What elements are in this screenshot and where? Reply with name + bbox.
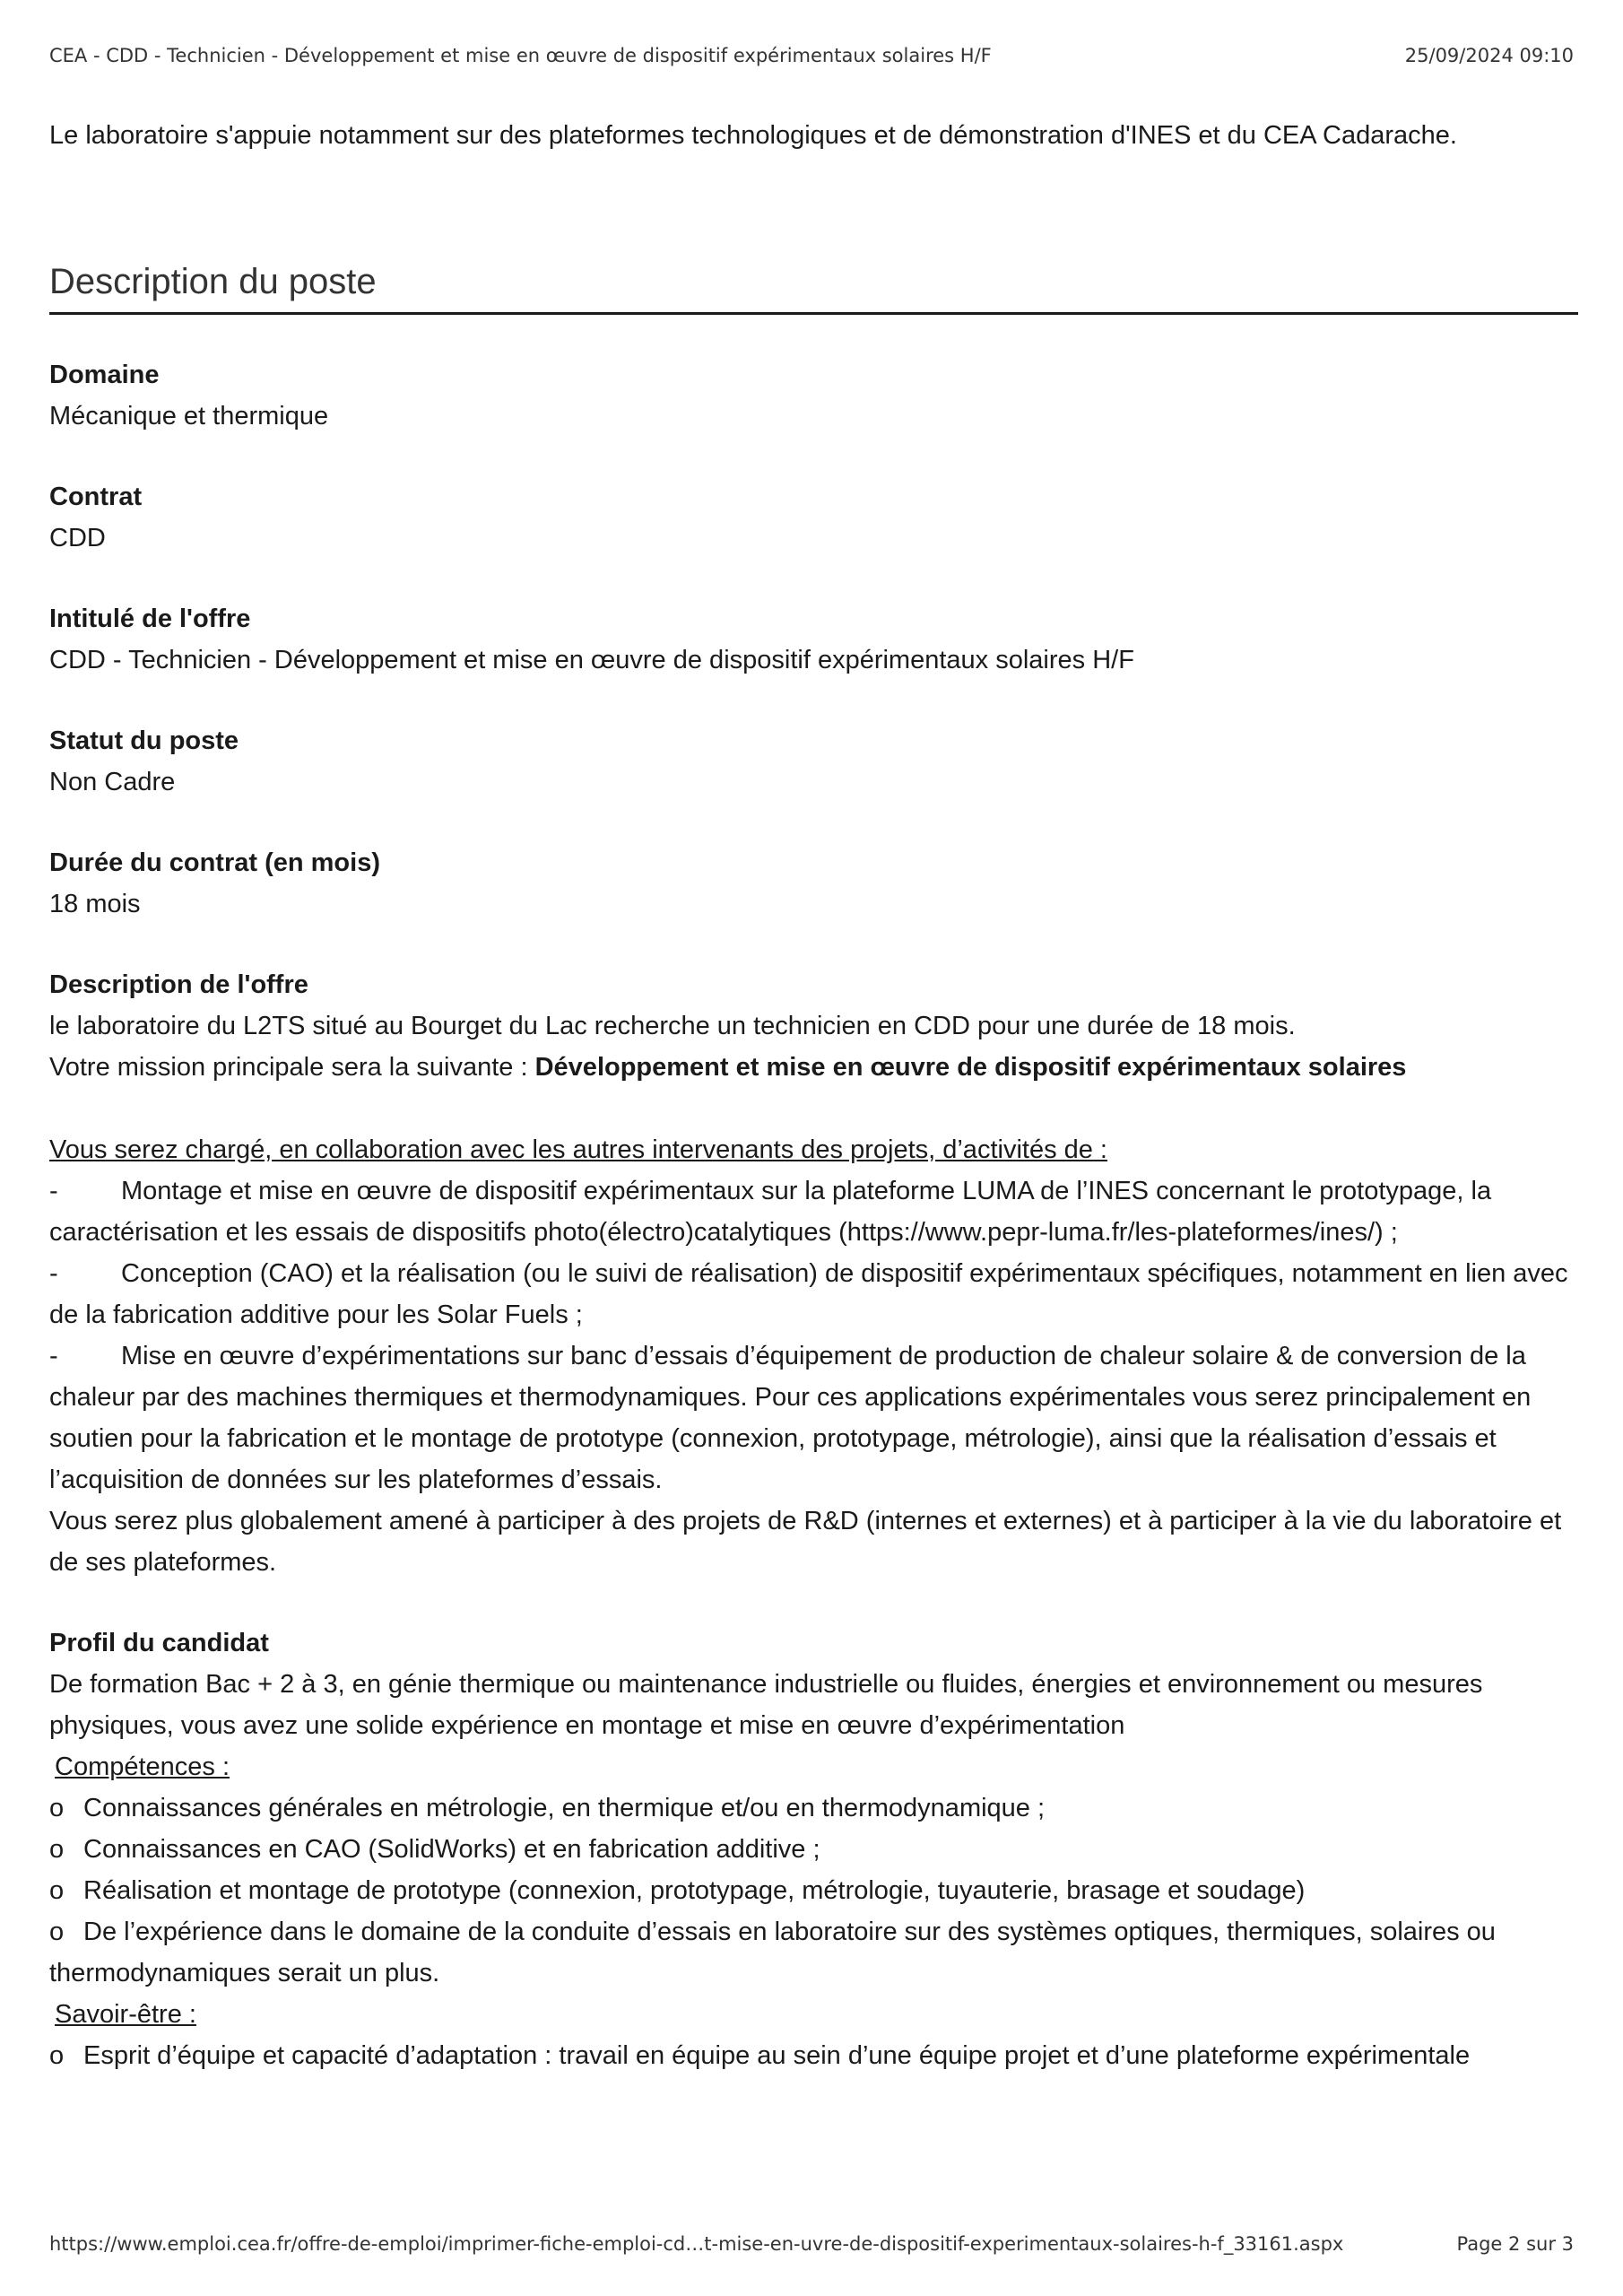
mission-line xyxy=(49,1047,1578,1088)
field-label: Description de l'offre xyxy=(49,970,308,999)
intro-paragraph: Le laboratoire s'appuie notamment sur des plateformes technologiques et de démonstration d'INES et du CEA Cadarache. xyxy=(49,121,1457,150)
dash-marker: - xyxy=(49,1177,58,1205)
field-label: Durée du contrat (en mois) xyxy=(49,848,380,877)
job-fields xyxy=(49,354,1578,2076)
print-footer xyxy=(49,2233,1574,2264)
mission-prefix: Votre mission principale sera la suivante : xyxy=(49,1053,535,1082)
savoir-etre-heading: Savoir-être : xyxy=(55,2000,196,2029)
o-marker: o xyxy=(49,2041,65,2070)
activity-text: Conception (CAO) et la réalisation (ou le suivi de réalisation) de dispositif expérimentaux spécifiques, notamment en lien avec de la fabrication additive pour les Solar Fuels ; xyxy=(49,1259,1568,1329)
field-value: 18 mois xyxy=(49,890,141,918)
field-duree xyxy=(49,842,1578,925)
o-marker: o xyxy=(49,1835,65,1864)
header-title: CEA - CDD - Technicien - Développement et mise en œuvre de dispositif expérimentaux solaires H/F xyxy=(49,45,992,66)
activity-text: Mise en œuvre d’expérimentations sur banc d’essais d’équipement de production de chaleur solaire & de conversion de la chaleur par des machines thermiques et thermodynamiques. Pour ces applications expérimentales vous serez principalement en soutien pour la fabrication et le montage de prototype (connexion, prototypage, métrologie), ainsi que la réalisation d’essais et l’acquisition de données sur les plateformes d’essais. xyxy=(49,1342,1532,1494)
field-profil xyxy=(49,1622,1578,2076)
field-intitule xyxy=(49,598,1578,681)
o-marker: o xyxy=(49,1794,65,1822)
competence-text: De l’expérience dans le domaine de la conduite d’essais en laboratoire sur des systèmes optiques, thermiques, solaires ou thermodynamiques serait un plus. xyxy=(49,1918,1496,1987)
field-value: Mécanique et thermique xyxy=(49,402,329,430)
field-description xyxy=(49,964,1578,1583)
field-label: Contrat xyxy=(49,483,143,511)
profil-intro: De formation Bac + 2 à 3, en génie thermique ou maintenance industrielle ou fluides, énergies et environnement ou mesures physiques, vous avez une solide expérience en montage et mise en œuvre d’expérimentation xyxy=(49,1670,1483,1740)
field-value: CDD xyxy=(49,524,106,552)
activity-text: Montage et mise en œuvre de dispositif expérimentaux sur la plateforme LUMA de l’INES concernant le prototypage, la caractérisation et les essais de dispositifs photo(électro)catalytiques (https://www.pepr-luma.fr/les-plateformes/ines/) ; xyxy=(49,1177,1492,1247)
competence-text: Connaissances en CAO (SolidWorks) et en fabrication additive ; xyxy=(83,1835,820,1864)
competence-text: Connaissances générales en métrologie, en thermique et/ou en thermodynamique ; xyxy=(83,1794,1046,1822)
activity-item xyxy=(49,1170,1578,1253)
competence-item xyxy=(49,1787,1578,1829)
field-label: Statut du poste xyxy=(49,726,239,755)
print-header xyxy=(49,45,1574,75)
field-contrat xyxy=(49,476,1578,559)
activity-item xyxy=(49,1335,1578,1500)
field-value: Non Cadre xyxy=(49,768,176,796)
field-label: Profil du candidat xyxy=(49,1629,269,1657)
document-content xyxy=(49,115,1578,2116)
activities-intro: Vous serez chargé, en collaboration avec les autres intervenants des projets, d’activités de : xyxy=(49,1135,1107,1164)
header-datetime: 25/09/2024 09:10 xyxy=(1404,45,1574,66)
o-marker: o xyxy=(49,1918,65,1946)
spacer xyxy=(49,1088,1578,1129)
description-line: le laboratoire du L2TS situé au Bourget du Lac recherche un technicien en CDD pour une durée de 18 mois. xyxy=(49,1012,1296,1040)
competences-heading: Compétences : xyxy=(55,1752,230,1781)
savoir-etre-text: Esprit d’équipe et capacité d’adaptation : travail en équipe au sein d’une équipe projet et d’une plateforme expérimentale xyxy=(83,2041,1471,2070)
footer-url: https://www.emploi.cea.fr/offre-de-emploi/imprimer-fiche-emploi-cd…t-mise-en-uvre-de-dispositif-experimentaux-solaires-h-f_33161.aspx xyxy=(49,2233,1344,2255)
field-label: Domaine xyxy=(49,361,160,389)
dash-marker: - xyxy=(49,1342,58,1370)
field-domaine xyxy=(49,354,1578,437)
mission-title: Développement et mise en œuvre de dispositif expérimentaux solaires xyxy=(534,1053,1407,1082)
activity-item xyxy=(49,1253,1578,1335)
page-number: Page 2 sur 3 xyxy=(1456,2233,1574,2255)
competence-item xyxy=(49,1870,1578,1911)
field-statut xyxy=(49,720,1578,803)
savoir-etre-item xyxy=(49,2035,1578,2076)
competence-item xyxy=(49,1911,1578,1994)
competence-item xyxy=(49,1829,1578,1870)
field-label: Intitulé de l'offre xyxy=(49,604,251,633)
dash-marker: - xyxy=(49,1259,58,1288)
field-value: CDD - Technicien - Développement et mise en œuvre de dispositif expérimentaux solaires H/F xyxy=(49,646,1134,674)
competence-text: Réalisation et montage de prototype (connexion, prototypage, métrologie, tuyauterie, brasage et soudage) xyxy=(83,1876,1306,1905)
o-marker: o xyxy=(49,1876,65,1905)
closing-paragraph: Vous serez plus globalement amené à participer à des projets de R&D (internes et externes) et à participer à la vie du laboratoire et de ses plateformes. xyxy=(49,1507,1562,1577)
section-title: Description du poste xyxy=(49,258,1578,315)
